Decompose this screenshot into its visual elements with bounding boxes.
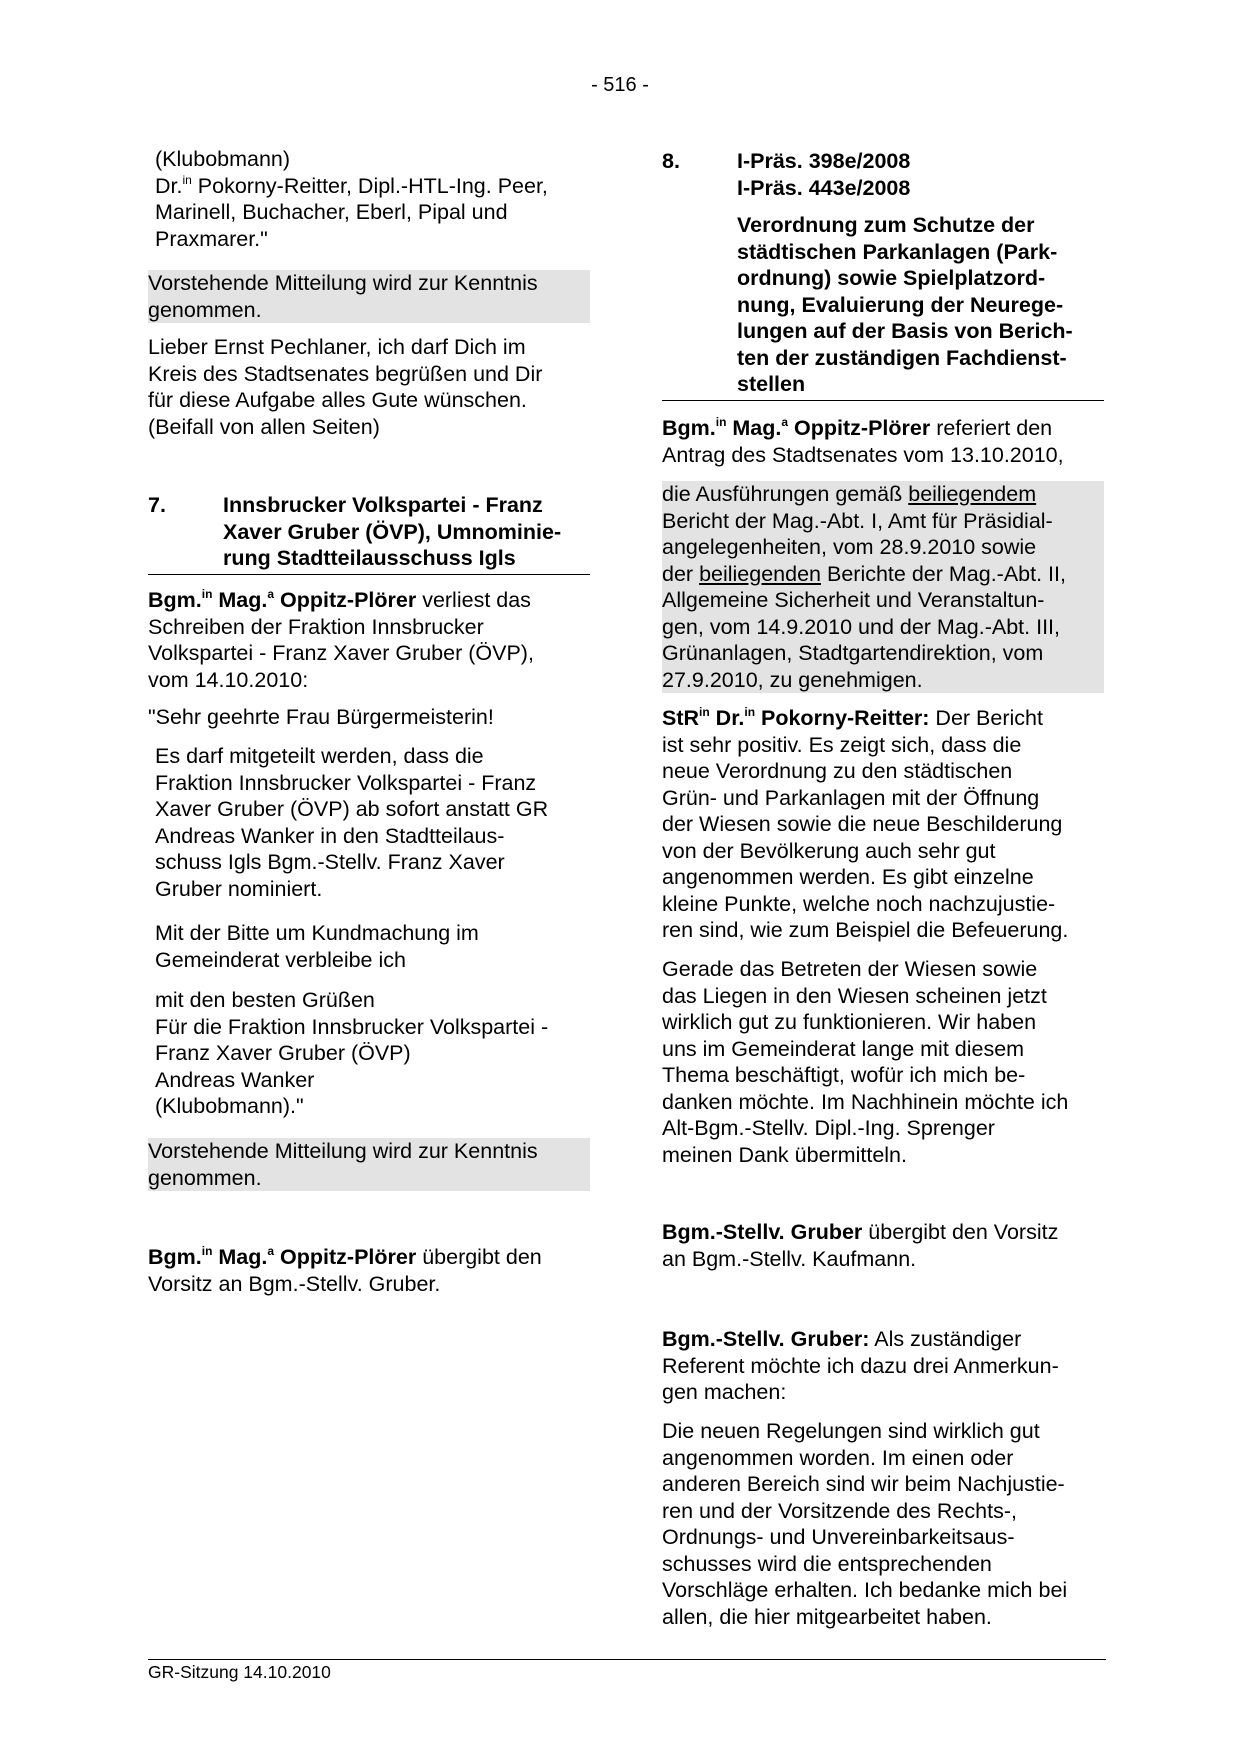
gruber-statement: Bgm.-Stellv. Gruber: Als zuständiger Referent möchte ich dazu drei Anmerkun- gen machen: [662,1327,1059,1404]
gruber-handover-paragraph: Bgm.-Stellv. Gruber übergibt den Vorsitz an Bgm.-Stellv. Kaufmann. [662,1220,1059,1271]
pokorny-statement: StR$^{in}$ Dr.$^{in}$ Pokorny-Reitter: Der Bericht ist sehr positiv. Es zeigt sich, dass die neue Verordnung zu den städtischen Grün- und Parkanlagen mit der Öffnung der Wiesen sowie die neue Beschilderung von der Bevölkerung auch sehr gut angenommen werden. Es gibt einzelne kleine Punkte, welche noch nachzujustie- ren sind, wie zum Beispiel die Befeuerung. [662,705,1069,942]
pokorny-statement-2: Gerade das Betreten der Wiesen sowie das Liegen in den Wiesen scheinen jetzt wirklich gut zu funktionieren. Wir haben uns im Gemeinderat lange mit diesem Thema beschäftigt, wofür ich mich be- danken möchte. Im Nachhinein möchte ich Alt-Bgm.-Stellv. Dipl.-Ing. Sprenger meinen Dank übermitteln. [662,957,1069,1167]
signature-block-top: (Klubobmann) Dr.$^{in}$ Pokorny-Reitter, Dipl.-HTL-Ing. Peer, Marinell, Buchacher, Eberl, Pipal und Praxmarer." [155,147,548,251]
footer-divider [148,1659,1106,1660]
footer-session-date: GR-Sitzung 14.10.2010 [148,1662,331,1682]
mayor-refers-paragraph: Bgm.$^{in}$ Mag.$^a$ Oppitz-Plörer referiert den Antrag des Stadtsenates vom 13.10.2010, [662,415,1064,467]
page-number: - 516 - [591,74,649,96]
agenda-item-7-heading: 7. Innsbrucker Volkspartei - Franz Xaver Gruber (ÖVP), Umnominie- rung Stadtteilausschuss Igls [148,492,590,575]
gruber-statement-2: Die neuen Regelungen sind wirklich gut angenommen worden. Im einen oder anderen Bereich sind wir beim Nachjustie- ren und der Vorsitzende des Rechts-, Ordnungs- und Unvereinbarkeitsaus- schusses wird die entsprechenden Vorschläge erhalten. Ich bedanke mich bei allen, die hier mitgearbeitet haben. [662,1419,1068,1629]
note-acknowledged-2: Vorstehende Mitteilung wird zur Kenntnis genommen. [148,1138,590,1191]
mayor-reads-paragraph: Bgm.$^{in}$ Mag.$^a$ Oppitz-Plörer verliest das Schreiben der Fraktion Innsbrucker Volkspartei - Franz Xaver Gruber (ÖVP), vom 14.10.2010: [148,587,534,692]
note-acknowledged-1: Vorstehende Mitteilung wird zur Kenntnis genommen. [148,270,590,323]
letter-paragraph-2: Mit der Bitte um Kundmachung im Gemeinderat verbleibe ich [155,921,479,972]
agenda-item-8-heading: 8. I-Präs. 398e/2008 I-Präs. 443e/2008 Verordnung zum Schutze der städtischen Parkanlagen (Park- ordnung) sowie Spielplatzord- nung, Evaluierung der Neurege- lungen auf der Basis von Berich- ten der zuständigen Fachdienst- stellen [662,148,1104,401]
motion-text: die Ausführungen gemäß beiliegendem Bericht der Mag.-Abt. I, Amt für Präsidial- angelegenheiten, vom 28.9.2010 sowie der beiliegenden Berichte der Mag.-Abt. II, Allgemeine Sicherheit und Veranstaltun- gen, vom 14.9.2010 und der Mag.-Abt. III, Grünanlagen, Stadtgartendirektion, vom 27.9.2010, zu genehmigen. [662,481,1104,693]
agenda-item-number: 8. [662,149,680,173]
letter-closing: mit den besten Grüßen Für die Fraktion Innsbrucker Volkspartei - Franz Xaver Gruber (ÖVP) Andreas Wanker (Klubobmann)." [155,988,549,1118]
agenda-item-number: 7. [148,493,166,517]
mayor-handover-paragraph: Bgm.$^{in}$ Mag.$^a$ Oppitz-Plörer übergibt den Vorsitz an Bgm.-Stellv. Gruber. [148,1244,542,1296]
welcome-paragraph: Lieber Ernst Pechlaner, ich darf Dich im Kreis des Stadtsenates begrüßen und Dir für diese Aufgabe alles Gute wünschen. (Beifall von allen Seiten) [148,335,543,439]
letter-paragraph-1: Es darf mitgeteilt werden, dass die Fraktion Innsbrucker Volkspartei - Franz Xaver Gruber (ÖVP) ab sofort anstatt GR Andreas Wanker in den Stadtteilaus- schuss Igls Bgm.-Stellv. Franz Xaver Gruber nominiert. [155,744,549,901]
letter-salutation: "Sehr geehrte Frau Bürgermeisterin! [148,705,494,729]
